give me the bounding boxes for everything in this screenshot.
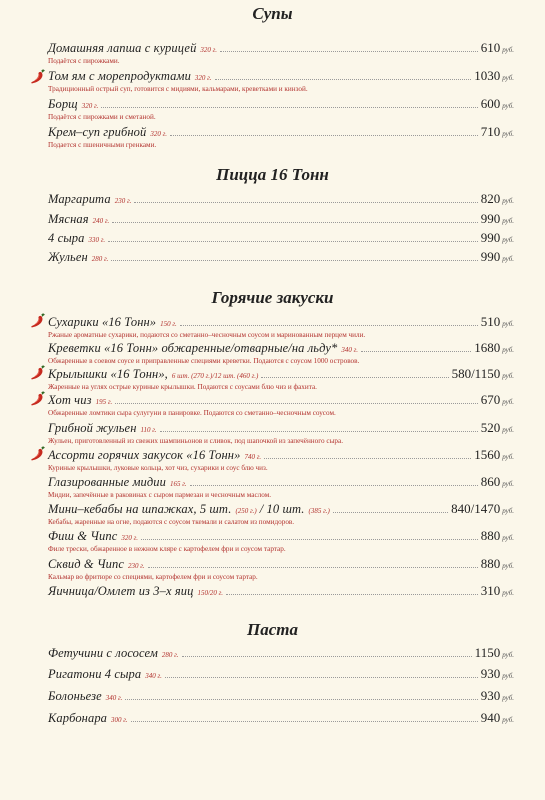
item-name: Сухарики «16 Тонн» [48, 315, 157, 329]
currency-label: руб. [502, 453, 514, 461]
chili-pepper-icon [29, 68, 47, 86]
item-description: Кебабы, жаренные на огне, подаются с соусом ткемали и салатом из помидоров. [48, 518, 295, 526]
menu-item [48, 689, 514, 704]
item-weight: 320 г. [81, 102, 99, 110]
item-weight: 195 г. [95, 398, 113, 406]
item-price: 520 [480, 420, 501, 435]
item-weight: 320 г. [194, 74, 212, 82]
item-weight: 330 г. [88, 236, 106, 244]
item-name: Борщ [48, 97, 78, 111]
dot-leader [134, 202, 477, 203]
currency-label: руб. [502, 346, 514, 354]
dot-leader [190, 485, 478, 486]
item-weight: 150 г. [160, 320, 177, 328]
item-weight-part2: (385 г.) [308, 507, 330, 515]
item-description: Куриные крылышки, луковые кольца, хот чиз, сухарики и соус блю чиз. [48, 464, 268, 472]
item-description: Мидии, запечённые в раковинах с сыром пармезан и чесночным маслом. [48, 491, 272, 499]
dot-leader [131, 721, 478, 722]
item-description: Подается с пшеничными гренками. [48, 141, 157, 149]
dot-leader [111, 260, 477, 261]
currency-label: руб. [502, 672, 514, 680]
currency-label: руб. [502, 507, 514, 515]
dot-leader [264, 458, 471, 459]
item-description: Филе трески, обжаренное в нежном кляре с картофелем фри и соусом тартар. [48, 545, 286, 553]
item-price: 1150 [474, 645, 501, 660]
item-description: Жульен, приготовленный из свежих шампиньонов и сливок, под шапочкой из запечённого сыра. [48, 437, 343, 445]
item-weight: 320 г. [150, 130, 168, 138]
dot-leader [220, 51, 478, 52]
currency-label: руб. [502, 426, 514, 434]
item-price: 820 [480, 191, 501, 206]
item-description: Обжаренные ломтики сыра сулугуни в панировке. Подаются со сметанно–чесночным соусом. [48, 409, 336, 417]
item-price: 880 [480, 556, 501, 571]
item-weight: 340 г. [341, 346, 358, 354]
dot-leader [361, 351, 471, 352]
item-weight: 300 г. [111, 716, 128, 724]
item-price: 860 [480, 474, 501, 489]
dot-leader [160, 431, 478, 432]
item-name: Ригатони 4 сыра [48, 667, 142, 681]
menu-item [48, 393, 514, 418]
dot-leader [165, 677, 478, 678]
item-price: 600 [480, 96, 501, 111]
menu-item [48, 41, 514, 66]
dot-leader [226, 594, 478, 595]
item-price: 990 [480, 211, 501, 226]
menu-item [48, 231, 514, 246]
item-weight: 230 г. [128, 562, 145, 570]
item-name: Сквид & Чипс [48, 557, 125, 571]
chili-pepper-icon [29, 445, 47, 463]
item-name: Крылышки «16 Тонн», [48, 367, 168, 381]
section-title-hot-appetizers: Горячие закуски [211, 288, 334, 307]
menu-item [48, 421, 514, 446]
dot-leader [215, 79, 472, 80]
dot-leader [115, 403, 477, 404]
currency-label: руб. [502, 716, 514, 724]
item-price: 310 [480, 583, 501, 598]
menu-item [48, 667, 514, 682]
item-description: Подаётся с пирожками и сметаной. [48, 113, 156, 121]
item-price: 840/1470 [451, 501, 501, 516]
item-name: Том ям с морепродуктами [48, 69, 191, 83]
currency-label: руб. [502, 102, 514, 110]
menu-item [48, 448, 514, 473]
item-name: Яичница/Омлет из 3–х яиц [48, 584, 194, 598]
menu-item [48, 529, 514, 554]
item-name: Мясная [48, 212, 89, 226]
item-name: Мини–кебабы на шпажках, 5 шт. [48, 502, 232, 516]
item-price: 710 [480, 124, 501, 139]
item-name: Карбонара [48, 711, 108, 725]
menu-item [48, 250, 514, 265]
item-name: Фетучини с лососем [48, 646, 158, 660]
item-weight: 320 г. [121, 534, 139, 542]
menu-item [48, 502, 514, 527]
chili-pepper-icon [29, 364, 47, 382]
currency-label: руб. [502, 372, 514, 380]
item-weight: 340 г. [145, 672, 162, 680]
item-weight: 165 г. [170, 480, 187, 488]
item-price: 930 [480, 666, 501, 681]
item-price: 990 [480, 249, 501, 264]
item-weight: (250 г.) [235, 507, 257, 515]
menu-item [48, 315, 514, 340]
item-description: Жаренные на углях острые куриные крылышки. Подаются с соусами блю чиз и фахита. [48, 383, 317, 391]
dot-leader [141, 539, 478, 540]
item-weight: 6 шт. (270 г.)/12 шт. (460 г.) [171, 372, 259, 380]
item-weight: 110 г. [140, 426, 157, 434]
menu-item [48, 646, 514, 661]
item-name: Болоньезе [48, 689, 102, 703]
item-name: Домашняя лапша с курицей [48, 41, 197, 55]
currency-label: руб. [502, 534, 514, 542]
section-title-pasta: Паста [247, 620, 298, 639]
dot-leader [182, 656, 472, 657]
dot-leader [180, 325, 478, 326]
item-name: Креветки «16 Тонн» обжаренные/отварные/на льду* [48, 341, 338, 355]
currency-label: руб. [502, 651, 514, 659]
item-price: 930 [480, 688, 501, 703]
item-name-part2: / 10 шт. [259, 502, 305, 516]
item-price: 1680 [474, 340, 501, 355]
item-description: Ржаные ароматные сухарики, подаются со сметанно–чесночным соусом и маринованным перцем чили. [48, 331, 366, 339]
item-price: 990 [480, 230, 501, 245]
item-price: 580/1150 [451, 366, 501, 381]
chili-pepper-icon [29, 390, 47, 408]
item-name: Грибной жульен [48, 421, 137, 435]
item-name: Маргарита [48, 192, 111, 206]
item-description: Подаётся с пирожками. [48, 57, 120, 65]
item-name: Жульен [48, 250, 88, 264]
menu-item [48, 367, 514, 392]
currency-label: руб. [502, 694, 514, 702]
item-name: Крем–суп грибной [48, 125, 147, 139]
section-title-pizza: Пицца 16 Тонн [216, 165, 329, 184]
menu-item [48, 557, 514, 582]
item-price: 670 [480, 392, 501, 407]
dot-leader [333, 512, 448, 513]
menu-item [48, 341, 514, 366]
chili-pepper-icon [29, 312, 47, 330]
menu-item [48, 212, 514, 227]
item-name: 4 сыра [48, 231, 85, 245]
item-price: 610 [480, 40, 501, 55]
dot-leader [125, 699, 477, 700]
item-name: Ассорти горячих закусок «16 Тонн» [48, 448, 241, 462]
item-price: 880 [480, 528, 501, 543]
currency-label: руб. [502, 320, 514, 328]
item-weight: 150/20 г. [197, 589, 224, 597]
item-description: Традиционный острый суп, готовится с мидиями, кальмарами, креветками и кинзой. [48, 85, 308, 93]
item-name: Фиш & Чипс [48, 529, 118, 543]
dot-leader [170, 135, 478, 136]
dot-leader [112, 222, 477, 223]
dot-leader [101, 107, 477, 108]
item-weight: 280 г. [161, 651, 179, 659]
dot-leader [261, 377, 448, 378]
currency-label: руб. [502, 217, 514, 225]
menu-item [48, 475, 514, 500]
currency-label: руб. [502, 236, 514, 244]
menu-item [48, 711, 514, 726]
item-weight: 280 г. [91, 255, 109, 263]
item-weight: 740 г. [244, 453, 262, 461]
menu-item [48, 97, 514, 122]
item-price: 510 [480, 314, 501, 329]
currency-label: руб. [502, 74, 514, 82]
currency-label: руб. [502, 255, 514, 263]
menu-item [48, 69, 514, 94]
item-price: 940 [480, 710, 501, 725]
item-weight: 340 г. [105, 694, 123, 702]
dot-leader [108, 241, 478, 242]
item-name: Глазированные мидии [48, 475, 167, 489]
dot-leader [148, 567, 478, 568]
currency-label: руб. [502, 398, 514, 406]
currency-label: руб. [502, 480, 514, 488]
item-description: Кальмар во фритюре со специями, картофелем фри и соусом тартар. [48, 573, 258, 581]
menu-item [48, 192, 514, 207]
item-name: Хот чиз [48, 393, 92, 407]
currency-label: руб. [502, 46, 514, 54]
currency-label: руб. [502, 562, 514, 570]
currency-label: руб. [502, 130, 514, 138]
item-weight: 230 г. [114, 197, 132, 205]
menu-item [48, 584, 514, 599]
currency-label: руб. [502, 197, 514, 205]
section-title-soups: Супы [252, 4, 293, 23]
menu-item [48, 125, 514, 150]
item-weight: 240 г. [92, 217, 110, 225]
currency-label: руб. [502, 589, 514, 597]
item-price: 1030 [474, 68, 501, 83]
item-weight: 320 г. [200, 46, 218, 54]
item-description: Обжаренные в соевом соусе и приправленные специями креветки. Подаются с соусом 1000 островов. [48, 357, 360, 365]
item-price: 1560 [474, 447, 501, 462]
